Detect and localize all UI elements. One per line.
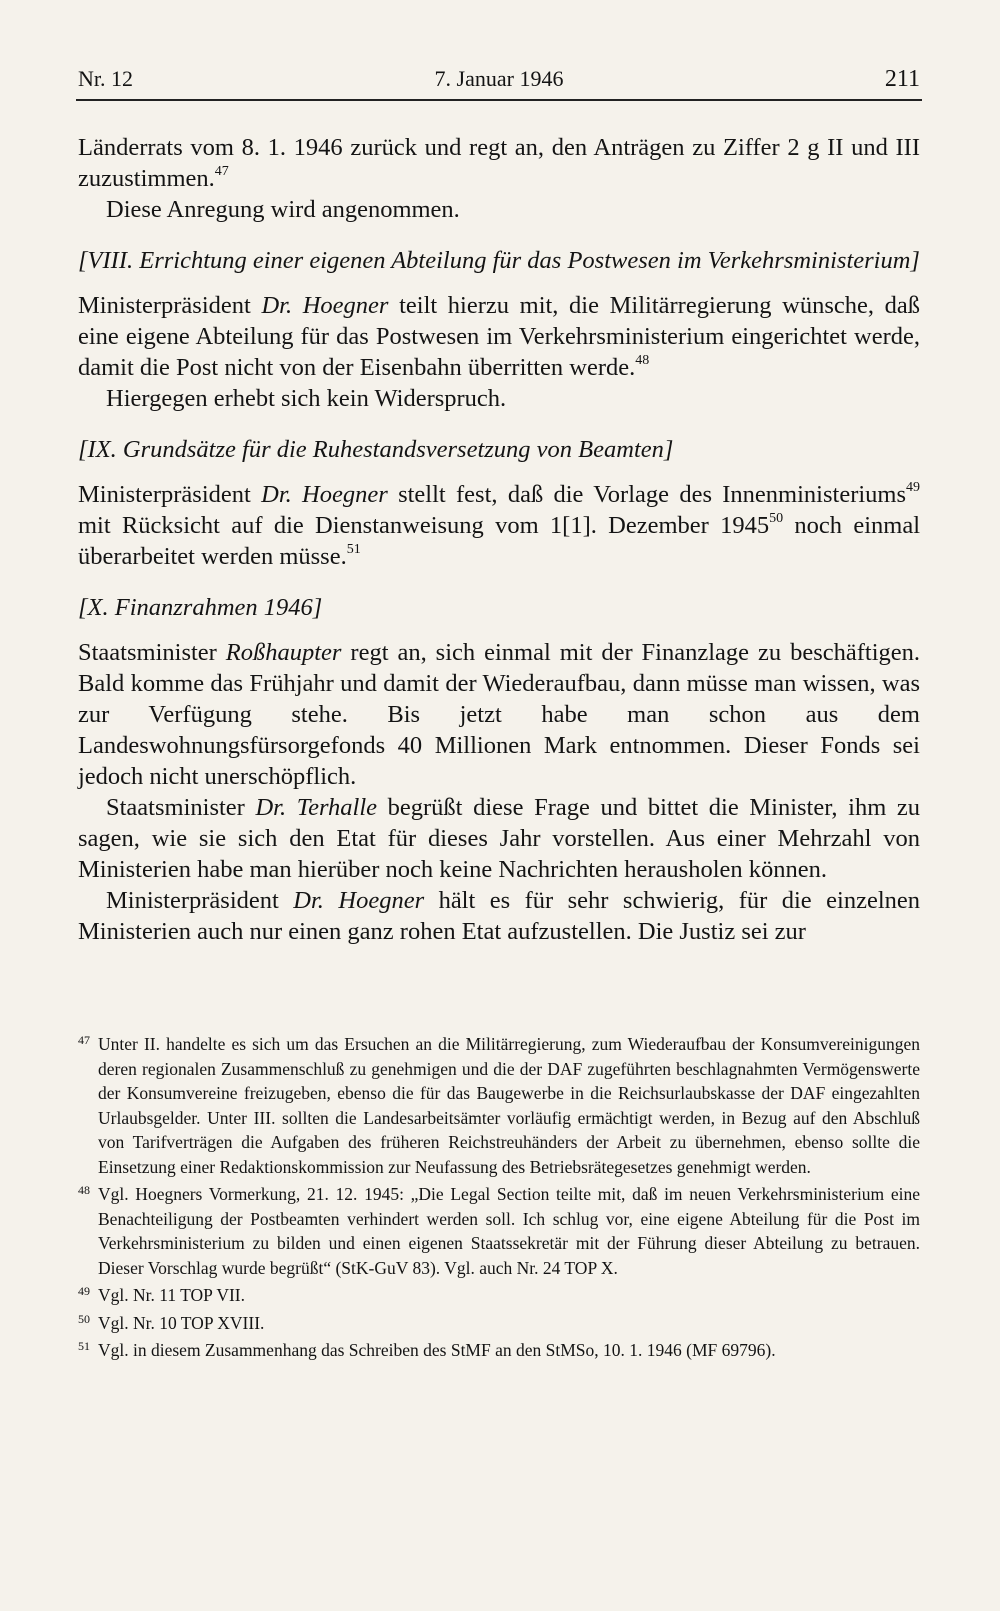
footnote-ref: 51 [346, 541, 361, 557]
footnote-text: Vgl. Nr. 10 TOP XVIII. [98, 1312, 265, 1333]
paragraph [78, 792, 920, 885]
paragraph-text: teilt hierzu mit, die Militärregierung wünsche, daß eine eigene Abteilung für das Postwesen im Verkehrsministerium eingerichtet werde, damit die Post nicht von der Eisenbahn überritten werde. [78, 292, 921, 381]
paragraph [78, 132, 920, 194]
section-heading: [IX. Grundsätze für die Ruhestandsversetzung von Beamten] [78, 436, 674, 463]
paragraph-text: Ministerpräsident [78, 292, 262, 319]
paragraph: Hiergegen erhebt sich kein Widerspruch. [106, 385, 507, 412]
paragraph-text: Staatsminister [106, 794, 256, 821]
section-heading: [VIII. Errichtung einer eigenen Abteilung für das Postwesen im Verkehrsministerium] [78, 247, 920, 274]
footnote [78, 1311, 920, 1336]
paragraph-text: hält es für sehr schwierig, für die einzelnen Ministerien auch nur einen ganz rohen Etat aufzustellen. Die Justiz sei zur [78, 887, 920, 945]
footnote-text: Vgl. Hoegners Vormerkung, 21. 12. 1945: „Die Legal Section teilte mit, daß im neuen Verkehrsministerium eine Benachteiligung der Postbeamten verhindert werden soll. Ich schlug vor, eine eigene Abteilung für die Post im Verkehrsministerium zu bilden und einen eigenen Staatssekretär mit der Führung dieser Abteilung zu betrauen. Dieser Vorschlag wurde begrüßt“ (StK-GuV 83). Vgl. auch Nr. 24 TOP X. [98, 1184, 920, 1278]
speaker-name: Dr. Hoegner [261, 292, 389, 319]
footnote-number: 51 [78, 1339, 90, 1353]
document-date: 7. Januar 1946 [434, 66, 564, 91]
paragraph [78, 479, 920, 572]
paragraph [78, 290, 920, 383]
paragraph: Diese Anregung wird angenommen. [106, 196, 460, 223]
footnote-number: 47 [78, 1033, 90, 1047]
speaker-name: Dr. Terhalle [255, 794, 378, 821]
header-divider [76, 99, 922, 101]
page-number: 211 [884, 66, 920, 92]
footnote [78, 1338, 920, 1363]
paragraph-text: begrüßt diese Frage und bittet die Minister, ihm zu sagen, wie sie sich den Etat für dieses Jahr vorstellen. Aus einer Mehrzahl von Ministerien habe man hierüber noch keine Nachrichten herausholen können. [78, 794, 920, 883]
paragraph-text: Staatsminister [78, 639, 226, 666]
footnotes [78, 1032, 920, 1366]
footnote-text: Vgl. Nr. 11 TOP VII. [98, 1285, 245, 1305]
document-number: Nr. 12 [78, 66, 133, 91]
footnote-text: Unter II. handelte es sich um das Ersuchen an die Militärregierung, zum Wiederaufbau der Konsumvereinigungen deren regionalen Zusammenschluß zu genehmigen und die der DAF zugeführten beschlagnahmten Vermögenswerte der Konsumvereine freizugeben, ebenso die für das Baugewerbe in die Reichsurlaubskasse der DAF eingezahlten Urlaubsgelder. Unter III. sollten die Landesarbeitsämter vorläufig ermächtigt werden, in Bezug auf den Abschluß von Tarifverträgen die Aufgaben des früheren Reichstreuhänders der Arbeit zu übernehmen, ebenso sollte die Einsetzung einer Redaktionskommission zur Neufassung des Betriebsrätegesetzes genehmigt werden. [98, 1034, 920, 1177]
section-heading: [X. Finanzrahmen 1946] [78, 594, 323, 621]
footnote-text: Vgl. in diesem Zusammenhang das Schreiben des StMF an den StMSo, 10. 1. 1946 (MF 69796). [98, 1340, 776, 1360]
speaker-name: Dr. Hoegner [293, 887, 425, 914]
paragraph-text: Ministerpräsident [106, 887, 294, 914]
footnote-ref: 49 [906, 479, 920, 495]
running-head [78, 66, 920, 98]
footnote-ref: 50 [769, 510, 784, 526]
footnote-ref: 47 [214, 163, 229, 179]
speaker-name: Roßhaupter [225, 639, 342, 666]
footnote-ref: 48 [635, 352, 650, 368]
footnote-number: 49 [78, 1284, 90, 1298]
paragraph-text: mit Rücksicht auf die Dienstanweisung vom 1[1]. Dezember 1945 [78, 512, 770, 539]
footnote-number: 48 [78, 1183, 90, 1197]
paragraph-text: Länderrats vom 8. 1. 1946 zurück und regt an, den Anträgen zu Ziffer 2 g II und III zuzustimmen. [78, 134, 920, 192]
paragraph-text: regt an, sich einmal mit der Finanzlage zu beschäftigen. Bald komme das Frühjahr und damit der Wiederaufbau, dann müsse man wissen, was zur Verfügung stehe. Bis jetzt habe man schon aus dem Landeswohnungsfürsorgefonds 40 Millionen Mark entnommen. Dieser Fonds sei jedoch nicht unerschöpflich. [78, 639, 921, 790]
footnote-number: 50 [78, 1311, 90, 1326]
main-text [78, 132, 920, 947]
paragraph-text: Ministerpräsident [78, 481, 262, 508]
footnote [78, 1182, 920, 1280]
paragraph-text: stellt fest, daß die Vorlage des Innenministeriums [387, 481, 906, 508]
speaker-name: Dr. Hoegner [261, 481, 388, 508]
paragraph-text: noch einmal überarbeitet werden müsse. [78, 512, 921, 570]
footnote [78, 1283, 920, 1308]
paragraph [78, 637, 920, 792]
footnote [78, 1032, 920, 1179]
paragraph [78, 885, 920, 947]
